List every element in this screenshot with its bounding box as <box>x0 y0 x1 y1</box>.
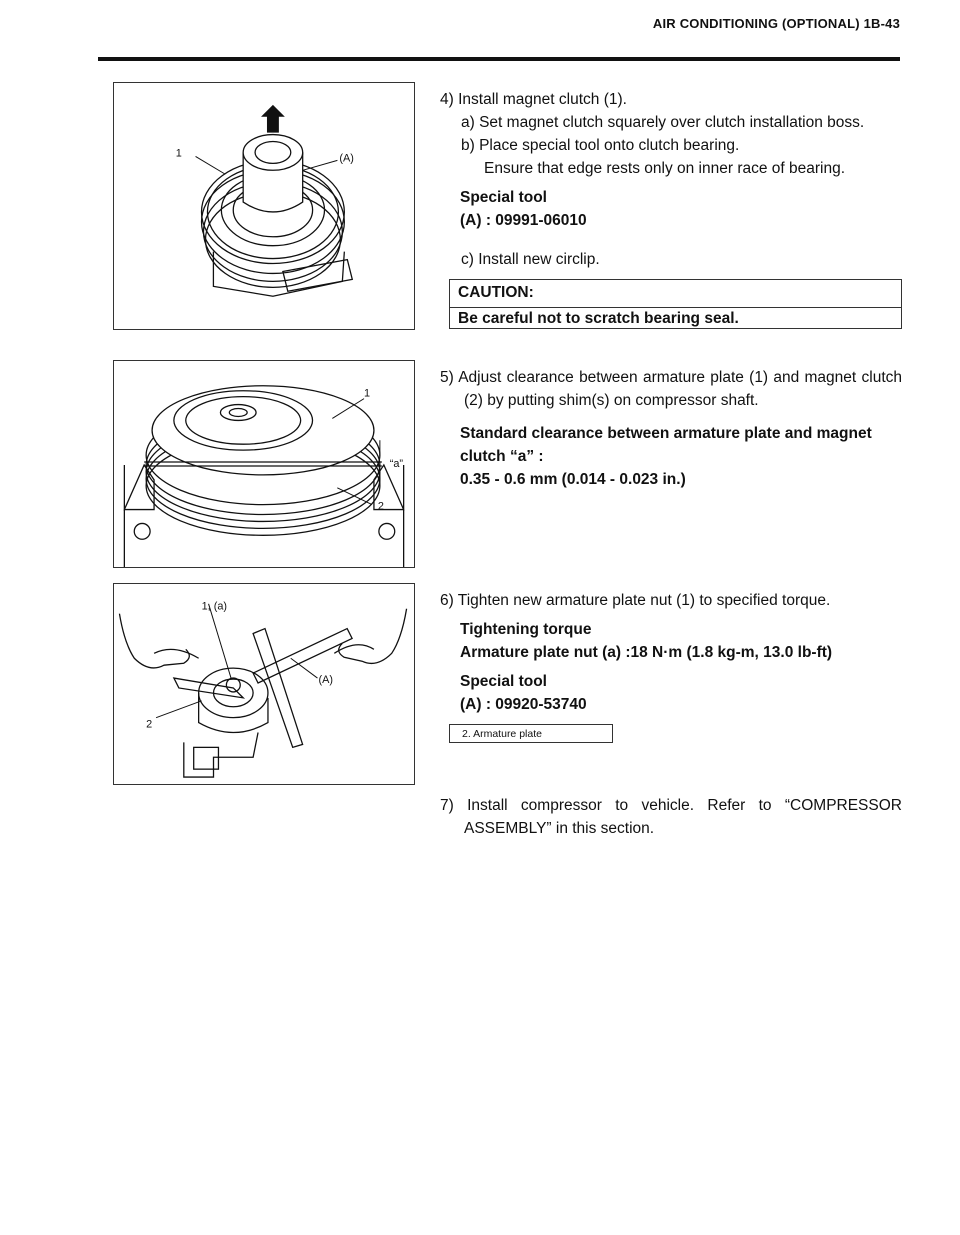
page-header <box>0 0 960 62</box>
step4-block <box>440 88 902 271</box>
step6-block <box>440 589 902 716</box>
caution-text: Be careful not to scratch bearing seal. <box>458 310 739 327</box>
fig3-label-1a: 1, (a) <box>201 600 228 613</box>
step4-special-tool-value: (A) : 09991-06010 <box>460 212 587 229</box>
fig1-label-A: (A) <box>339 152 354 165</box>
down-arrow-icon <box>261 105 285 133</box>
step4-c: c) Install new circlip. <box>461 251 600 268</box>
step4-special-tool-title: Special tool <box>460 189 547 206</box>
fig2-label-a: “a” <box>389 457 404 470</box>
caution-box <box>449 279 902 329</box>
fig2-label-2: 2 <box>377 500 384 513</box>
fig3-label-2: 2 <box>146 718 153 731</box>
header-title: AIR CONDITIONING (OPTIONAL) 1B-43 <box>652 16 900 31</box>
magnet-clutch-illustration <box>114 83 414 329</box>
figure-armature-clearance <box>113 360 415 568</box>
fig2-label-1: 1 <box>364 387 371 400</box>
figure-magnet-clutch-install <box>113 82 415 330</box>
legend-box <box>449 724 613 743</box>
step4-a: a) Set magnet clutch squarely over clutch installation boss. <box>461 114 865 131</box>
step7-main: 7) Install compressor to vehicle. Refer to “COMPRESSOR ASSEMBLY” in this section. <box>440 797 902 837</box>
step6-main: 6) Tighten new armature plate nut (1) to specified torque. <box>440 592 831 609</box>
armature-nut-illustration <box>114 584 414 784</box>
step5-spec-value: 0.35 - 0.6 mm (0.014 - 0.023 in.) <box>460 471 686 488</box>
step4-main: 4) Install magnet clutch (1). <box>440 91 627 108</box>
legend-armature-plate: 2. Armature plate <box>462 728 542 740</box>
step5-spec-line1: Standard clearance between armature plate and magnet <box>460 425 872 442</box>
step5-spec-line2: clutch “a” : <box>460 448 544 465</box>
header-rule <box>98 57 900 61</box>
caution-title: CAUTION: <box>458 284 534 301</box>
step5-main: 5) Adjust clearance between armature plate (1) and magnet clutch (2) by putting shim(s) on compressor shaft. <box>440 369 902 409</box>
step6-torque-value: Armature plate nut (a) :18 N·m (1.8 kg-m, 13.0 lb-ft) <box>460 644 833 661</box>
step4-b: b) Place special tool onto clutch bearing. <box>461 137 740 154</box>
step4-b-cont: Ensure that edge rests only on inner race of bearing. <box>484 160 846 177</box>
armature-clearance-illustration <box>114 361 414 567</box>
figure-armature-nut-torque <box>113 583 415 785</box>
step6-torque-title: Tightening torque <box>460 621 592 638</box>
step6-special-tool-title: Special tool <box>460 673 547 690</box>
fig1-label-1: 1 <box>175 147 182 160</box>
fig3-label-A: (A) <box>318 674 333 687</box>
step6-special-tool-value: (A) : 09920-53740 <box>460 696 587 713</box>
step7-block <box>440 794 902 840</box>
step5-block <box>440 366 902 491</box>
